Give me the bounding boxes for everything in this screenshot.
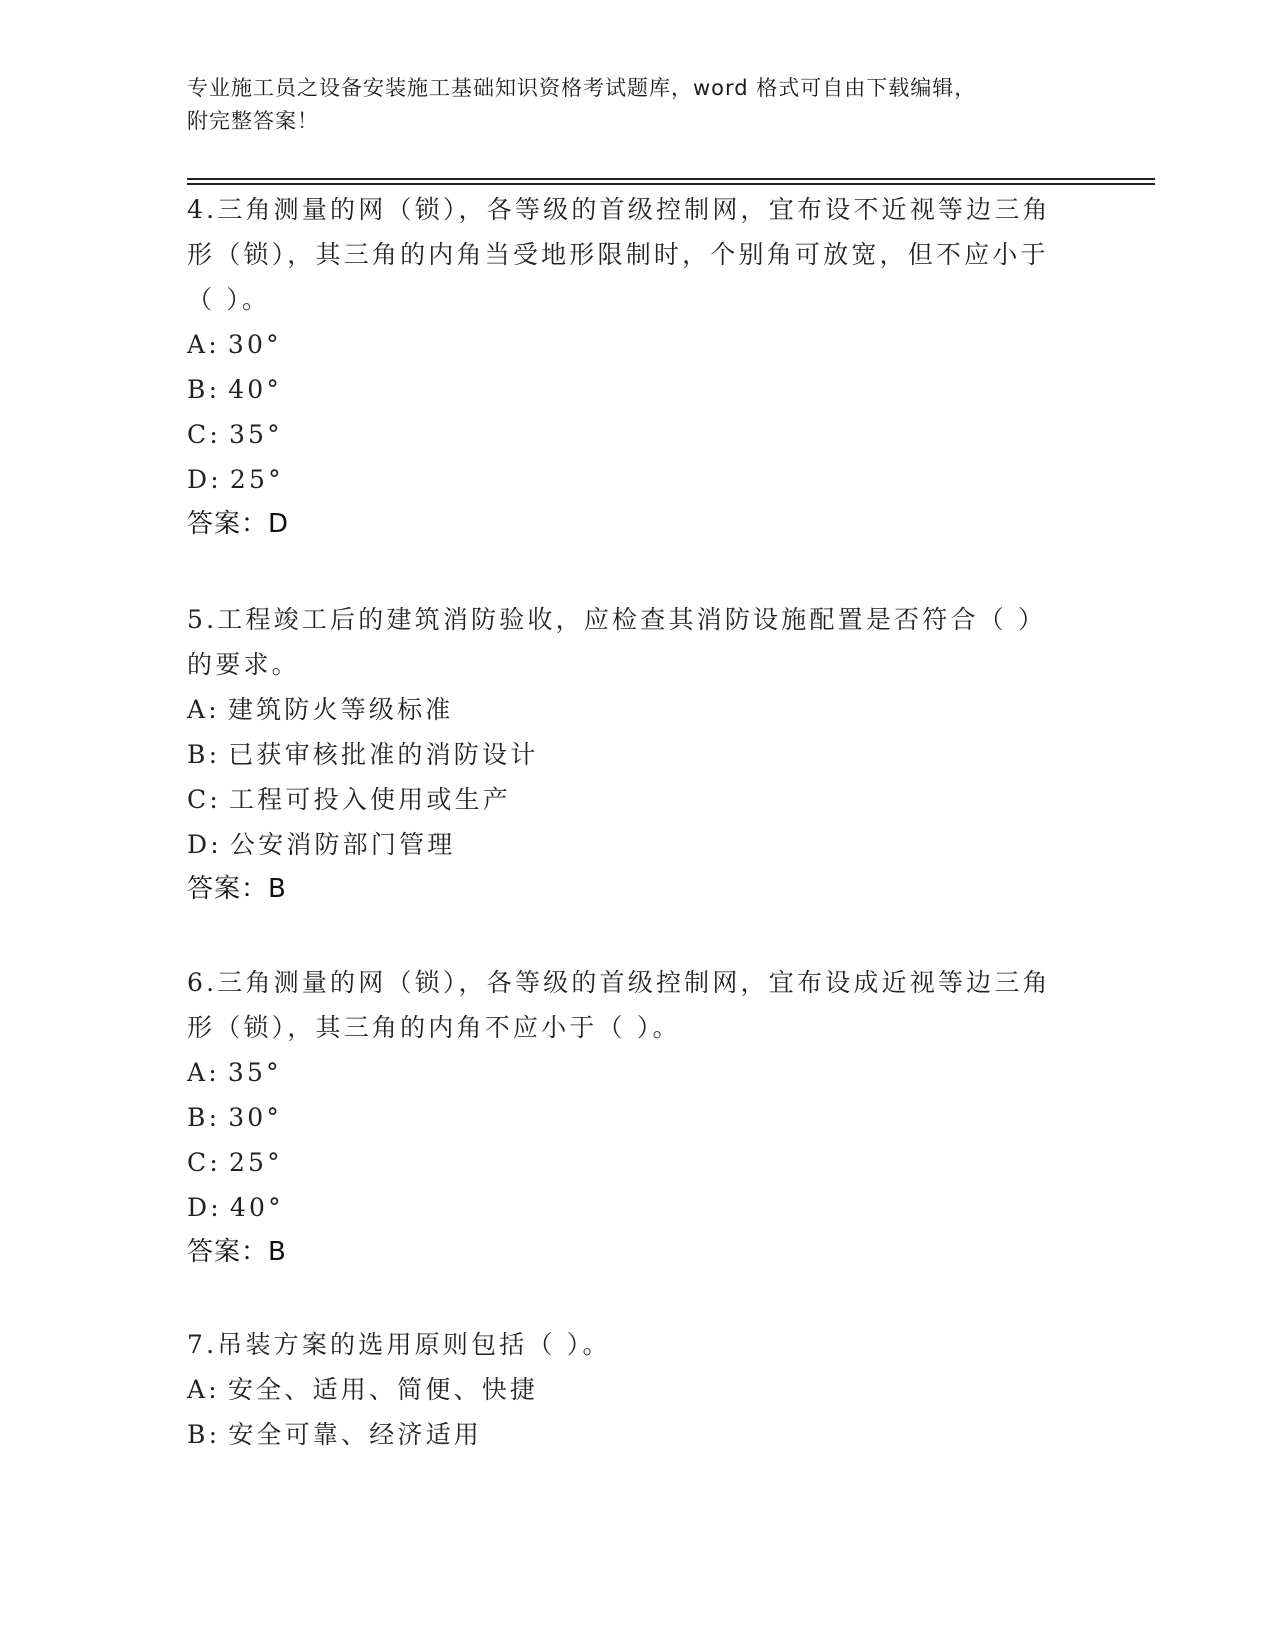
- option-text: 30°: [227, 330, 282, 359]
- option-text: 公安消防部门管理: [229, 830, 456, 859]
- answer-line: 答案：D: [187, 509, 290, 539]
- document-header: [187, 72, 1067, 138]
- option-text: 35°: [227, 1058, 282, 1087]
- option-letter: A:: [187, 330, 220, 359]
- option-text: 已获审核批准的消防设计: [228, 740, 539, 769]
- option-d: [187, 822, 1067, 867]
- question-text: 6.三角测量的网（锁），各等级的首级控制网，宜布设成近视等边三角形（锁），其三角的内角不应小于（ ）。: [187, 968, 1051, 1042]
- header-line-2: 附完整答案！: [187, 109, 319, 133]
- option-c: [187, 1140, 1067, 1185]
- option-text: 安全、适用、简便、快捷: [227, 1375, 539, 1404]
- option-letter: C:: [187, 420, 221, 449]
- option-text: 安全可靠、经济适用: [228, 1420, 483, 1449]
- answer-line: 答案：B: [187, 874, 287, 904]
- option-letter: B:: [187, 740, 221, 769]
- header-divider-bottom: [187, 183, 1155, 185]
- option-text: 35°: [228, 420, 283, 449]
- question-7: [187, 1322, 1067, 1457]
- option-text: 工程可投入使用或生产: [228, 785, 511, 814]
- option-c: [187, 777, 1067, 822]
- option-d: [187, 1185, 1067, 1230]
- option-letter: A:: [187, 1058, 220, 1087]
- answer-line: 答案：B: [187, 1237, 287, 1267]
- question-6: [187, 960, 1067, 1275]
- option-text: 40°: [229, 1193, 284, 1222]
- header-divider-top: [187, 178, 1155, 180]
- option-letter: D:: [187, 1193, 222, 1222]
- option-d: [187, 457, 1067, 502]
- option-letter: D:: [187, 830, 222, 859]
- header-line-1: 专业施工员之设备安装施工基础知识资格考试题库，word 格式可自由下载编辑，: [187, 76, 977, 100]
- option-text: 40°: [228, 375, 283, 404]
- question-text: 4.三角测量的网（锁），各等级的首级控制网，宜布设不近视等边三角形（锁），其三角的内角当受地形限制时，个别角可放宽，但不应小于（ ）。: [187, 195, 1051, 314]
- option-letter: B:: [187, 1420, 221, 1449]
- option-letter: B:: [187, 1103, 221, 1132]
- question-text: 5.工程竣工后的建筑消防验收，应检查其消防设施配置是否符合（ ）的要求。: [187, 605, 1047, 679]
- option-b: [187, 367, 1067, 412]
- option-c: [187, 412, 1067, 457]
- option-text: 25°: [229, 465, 284, 494]
- option-text: 建筑防火等级标准: [227, 695, 454, 724]
- option-a: [187, 687, 1067, 732]
- option-letter: B:: [187, 375, 221, 404]
- option-letter: D:: [187, 465, 222, 494]
- option-letter: C:: [187, 785, 221, 814]
- option-b: [187, 1095, 1067, 1140]
- option-b: [187, 732, 1067, 777]
- option-b: [187, 1412, 1067, 1457]
- option-text: 25°: [228, 1148, 283, 1177]
- question-4: [187, 187, 1067, 547]
- option-letter: C:: [187, 1148, 221, 1177]
- option-a: [187, 322, 1067, 367]
- question-text: 7.吊装方案的选用原则包括（ ）。: [187, 1330, 611, 1359]
- option-text: 30°: [228, 1103, 283, 1132]
- option-a: [187, 1050, 1067, 1095]
- option-letter: A:: [187, 1375, 220, 1404]
- option-letter: A:: [187, 695, 220, 724]
- option-a: [187, 1367, 1067, 1412]
- question-5: [187, 597, 1067, 912]
